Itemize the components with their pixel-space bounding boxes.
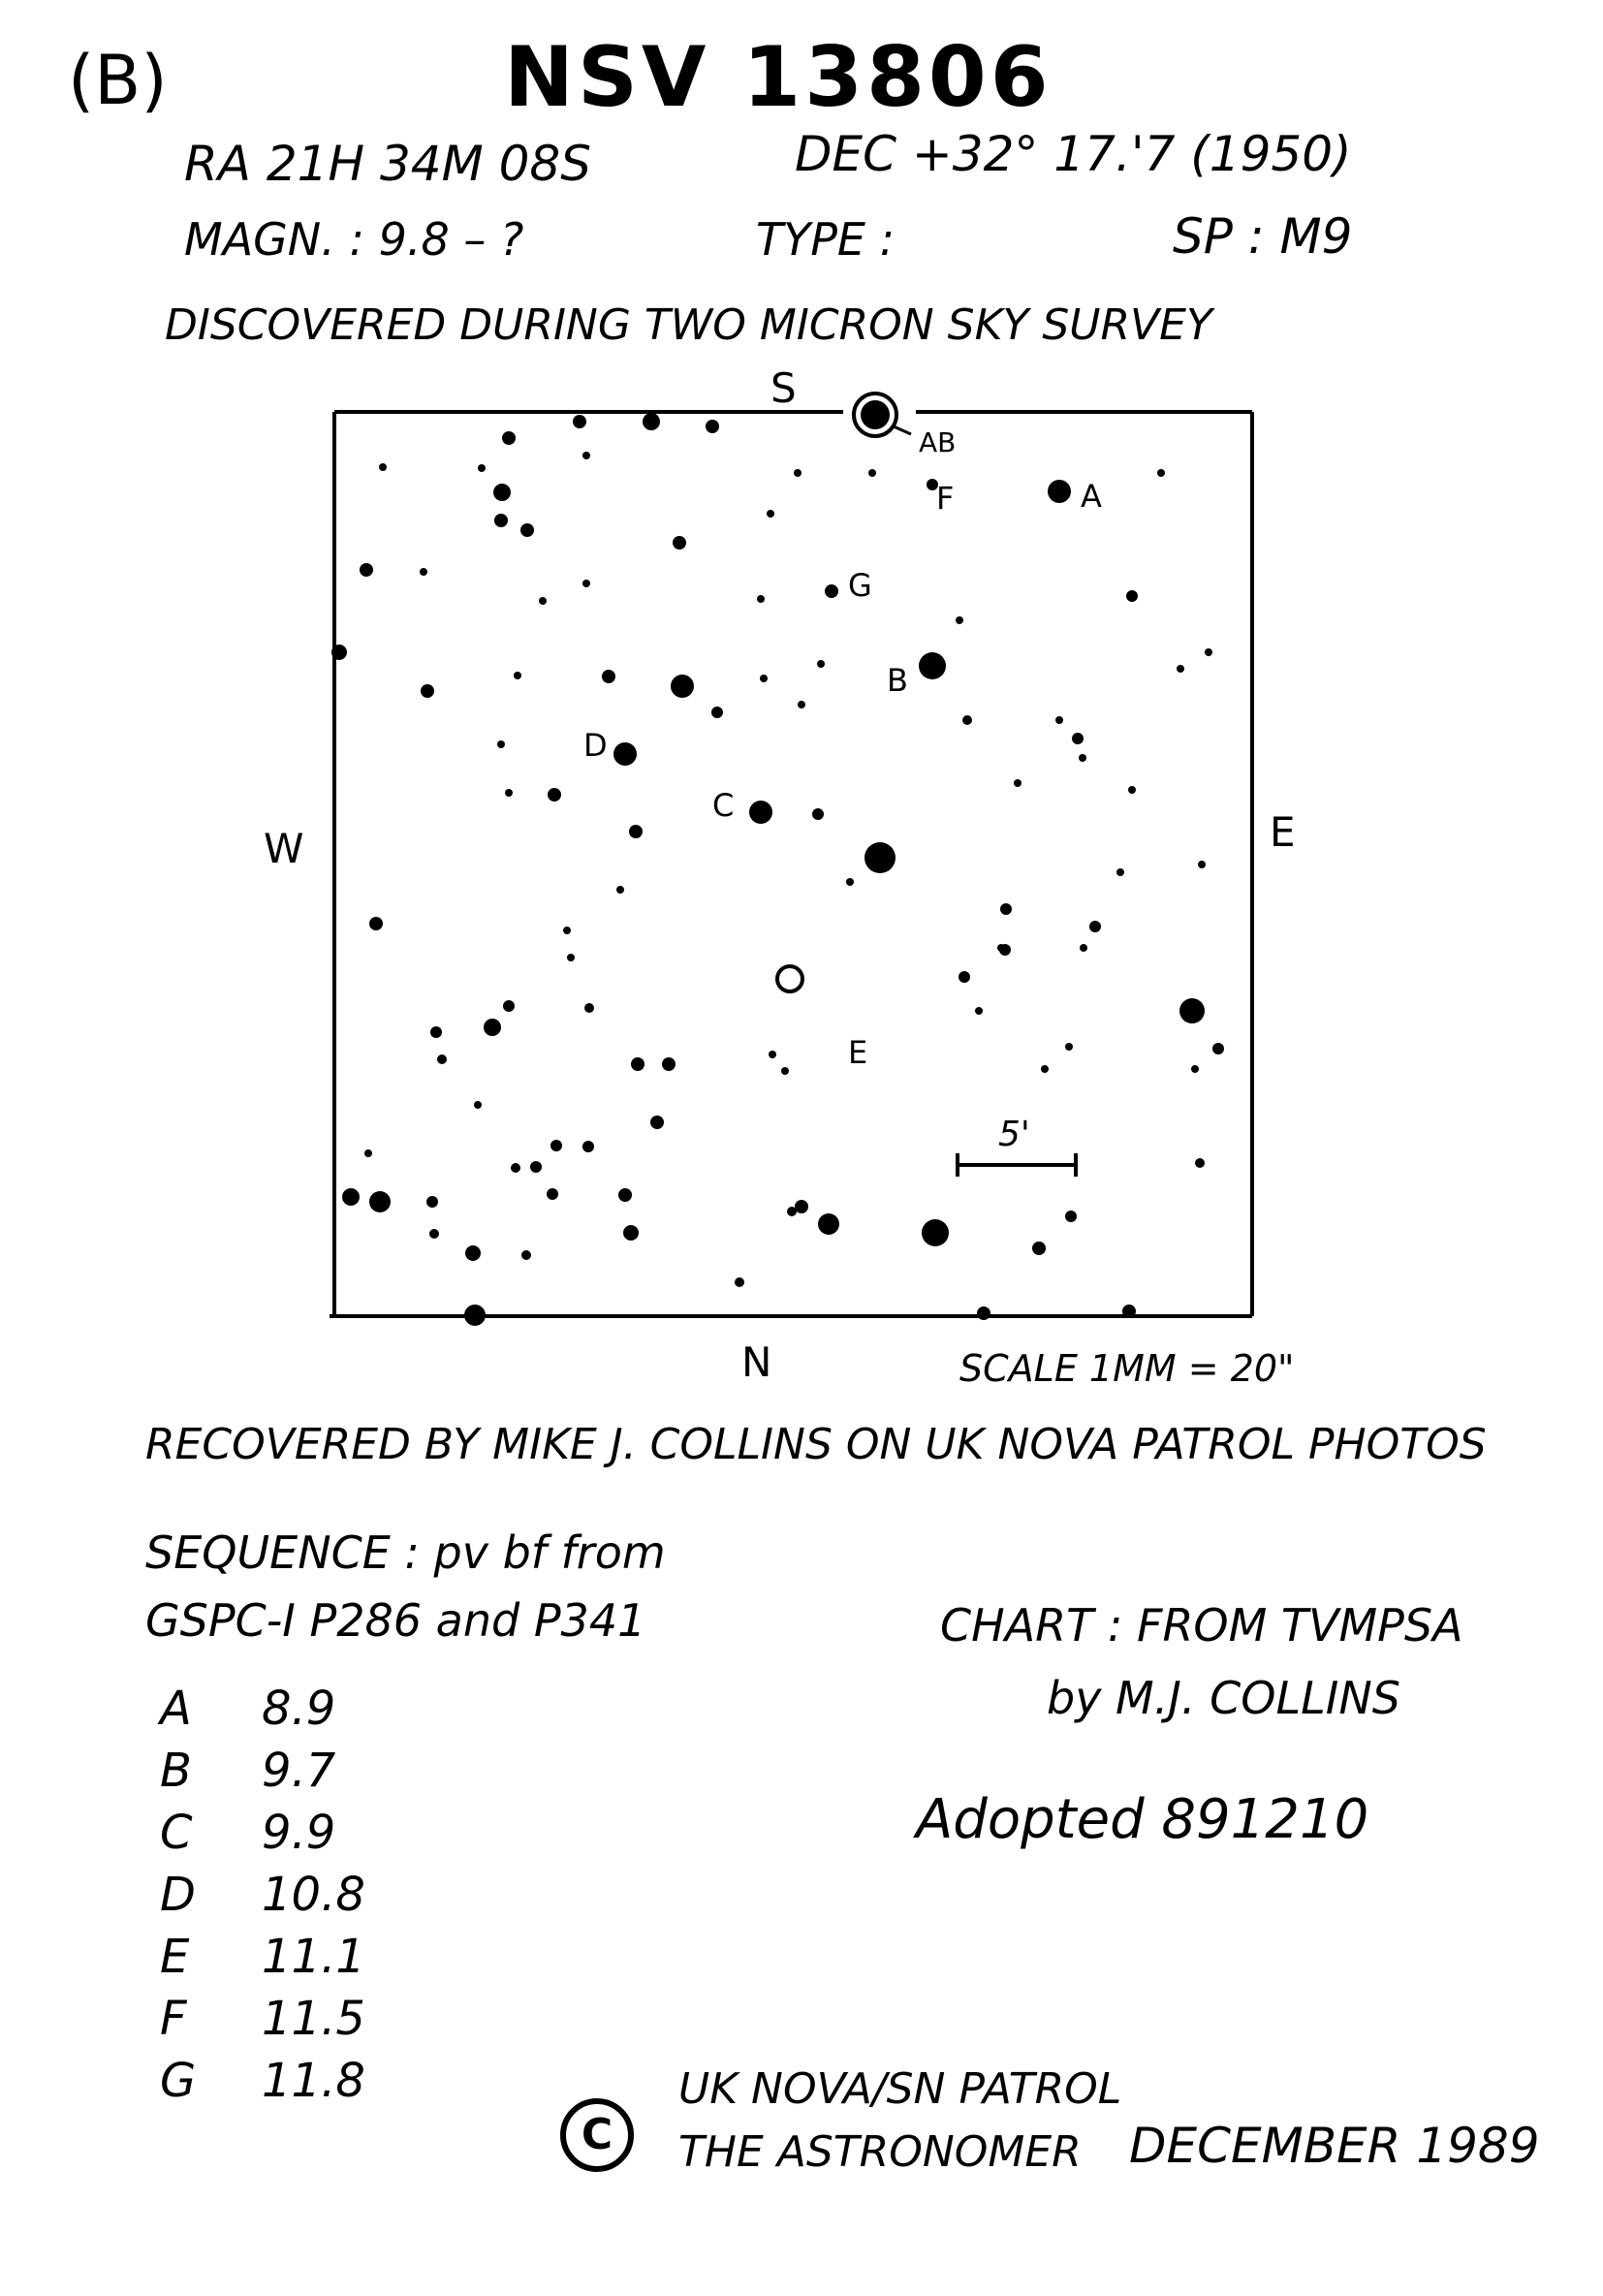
star-dot [864, 842, 896, 873]
comparison-star-id: C [160, 1806, 193, 1860]
star-dot [465, 1245, 481, 1261]
star-dot [757, 595, 765, 603]
comparison-star-row [160, 2054, 365, 2108]
label-b: B [887, 662, 908, 699]
star-dot [342, 1188, 360, 1206]
comparison-star-id: B [160, 1744, 192, 1798]
star-dot [505, 789, 513, 797]
star-dot [573, 415, 586, 428]
star-dot [1055, 716, 1063, 724]
star-dot [781, 1067, 789, 1075]
magnitude-range: MAGN. : 9.8 – ? [184, 213, 524, 266]
label-c: C [712, 787, 735, 824]
star-dot [662, 1057, 676, 1071]
comparison-star-magnitude: 10.8 [262, 1868, 365, 1922]
comparison-star-row [160, 1744, 335, 1798]
star-dot [360, 563, 373, 577]
star-dot [563, 927, 571, 934]
footer-date: DECEMBER 1989 [1129, 2118, 1540, 2174]
star-dot [997, 944, 1005, 952]
star-dot [1065, 1043, 1073, 1051]
chart-source-line-2: by M.J. COLLINS [1047, 1672, 1400, 1724]
star-dot [1191, 1065, 1199, 1073]
comparison-star-magnitude: 9.7 [262, 1744, 336, 1798]
comparison-star-id: D [160, 1868, 196, 1922]
variable-type: TYPE : [756, 213, 896, 266]
star-dot [1080, 944, 1087, 952]
star-dot [919, 652, 946, 679]
label-f: F [936, 480, 955, 517]
star-dot [618, 1188, 632, 1202]
star-dot [582, 452, 590, 459]
star-dot [749, 801, 772, 824]
star-dot [503, 1000, 515, 1012]
star-dot [548, 788, 561, 802]
star-dot [429, 1229, 439, 1239]
scale-bar-label: 5' [998, 1115, 1030, 1154]
star-dot [673, 536, 686, 550]
comparison-star-magnitude: 11.1 [262, 1930, 365, 1984]
right-ascension: RA 21H 34M 08S [184, 136, 591, 192]
star-dot [1212, 1043, 1224, 1054]
star-dot [1041, 1065, 1049, 1073]
star-dot [437, 1054, 447, 1064]
star-dot [530, 1161, 542, 1173]
star-dot [735, 1277, 744, 1287]
recovery-note: RECOVERED BY MIKE J. COLLINS ON UK NOVA PATROL PHOTOS [145, 1420, 1487, 1469]
comparison-star-row [160, 1992, 365, 2046]
copyright-icon: C [560, 2098, 634, 2172]
star-dot [582, 1141, 594, 1152]
star-dot [521, 1250, 531, 1260]
star-dot [497, 740, 505, 748]
chart-scale-text: SCALE 1MM = 20" [959, 1347, 1295, 1390]
direction-north: N [741, 1338, 772, 1386]
star-dot [671, 675, 694, 698]
adopted-date: Adopted 891210 [916, 1788, 1369, 1851]
star-dot [977, 1306, 990, 1320]
comparison-star-magnitude: 9.9 [262, 1806, 336, 1860]
sequence-line-1: SEQUENCE : pv bf from [145, 1526, 666, 1579]
star-dot [364, 1149, 372, 1157]
comparison-star-id: A [160, 1682, 192, 1736]
star-dot [369, 917, 383, 930]
chart-tag: (B) [68, 41, 168, 120]
star-dot [798, 701, 805, 708]
label-ab: AB [919, 426, 957, 458]
star-dot [478, 464, 486, 472]
star-dot [956, 616, 963, 624]
declination: DEC +32° 17.'7 (1950) [795, 126, 1352, 182]
star-dot [550, 1140, 562, 1151]
star-dot [493, 484, 511, 501]
star-dot [623, 1225, 639, 1241]
star-ab-pointer [894, 426, 911, 434]
star-dot [1014, 779, 1022, 787]
footer-organization: UK NOVA/SN PATROL [678, 2064, 1122, 2114]
spectral-type: SP : M9 [1173, 208, 1353, 265]
sequence-line-2: GSPC-I P286 and P341 [145, 1594, 646, 1647]
discovery-note: DISCOVERED DURING TWO MICRON SKY SURVEY [165, 300, 1212, 350]
star-dot [1000, 903, 1012, 915]
comparison-star-row [160, 1930, 365, 1984]
star-dot [1065, 1211, 1077, 1222]
star-dot [420, 568, 427, 576]
star-dot [616, 886, 624, 894]
comparison-star-row [160, 1868, 365, 1922]
star-dot [1072, 733, 1084, 744]
star-dot [426, 1196, 438, 1208]
star-dot [421, 684, 434, 698]
direction-east: E [1270, 808, 1296, 856]
star-dot [539, 597, 547, 605]
star-dot [817, 660, 825, 668]
star-ab [861, 400, 890, 429]
star-dot [502, 431, 516, 445]
star-dot [1048, 480, 1071, 503]
star-dot [643, 413, 660, 430]
star-dot [962, 715, 972, 725]
star-dot [464, 1305, 486, 1326]
star-dot [331, 645, 347, 660]
variable-star-marker [777, 966, 802, 991]
star-dot [1128, 786, 1136, 794]
star-dot [959, 971, 970, 983]
star-dot [1198, 861, 1206, 868]
star-dot [1205, 648, 1212, 656]
star-dot [567, 954, 575, 961]
star-dot [922, 1219, 949, 1246]
star-dot [484, 1019, 501, 1036]
star-dot [787, 1207, 797, 1216]
label-g: G [848, 567, 872, 604]
star-dot [825, 584, 838, 598]
star-dot [1122, 1305, 1136, 1318]
star-dot [760, 675, 768, 682]
comparison-star-id: E [160, 1930, 190, 1984]
star-dot [818, 1213, 839, 1235]
label-a: A [1081, 478, 1102, 515]
star-dot [1116, 868, 1124, 876]
star-dot [631, 1057, 644, 1071]
direction-south: S [770, 364, 797, 412]
star-dot [430, 1026, 442, 1038]
label-d: D [583, 727, 608, 764]
chart-source-line-1: CHART : FROM TVMPSA [940, 1599, 1463, 1651]
comparison-star-row [160, 1806, 335, 1860]
star-dot [582, 580, 590, 587]
star-dot [846, 878, 854, 886]
comparison-star-magnitude: 11.5 [262, 1992, 365, 2046]
comparison-star-id: G [160, 2054, 197, 2108]
label-e: E [848, 1034, 868, 1071]
page-title: NSV 13806 [504, 29, 1053, 126]
star-dot [547, 1188, 558, 1200]
star-field [330, 393, 1252, 1326]
chart-text-labels [264, 364, 1296, 1390]
star-dot [584, 1003, 594, 1013]
star-dot [474, 1101, 482, 1109]
star-dot [711, 707, 723, 718]
star-dot [706, 420, 719, 433]
star-dot [379, 463, 387, 471]
star-dot [602, 670, 615, 683]
star-dot [494, 514, 508, 527]
star-dot [514, 672, 521, 679]
comparison-star-id: F [160, 1992, 187, 2046]
star-dot [767, 510, 774, 518]
star-dot [1195, 1158, 1205, 1168]
star-dot [1157, 469, 1165, 477]
star-dot [975, 1007, 983, 1015]
footer-publication: THE ASTRONOMER [678, 2127, 1082, 2177]
star-dot [868, 469, 876, 477]
star-dot [369, 1191, 391, 1212]
star-dot [650, 1116, 664, 1129]
star-dot [629, 825, 643, 838]
direction-west: W [264, 825, 304, 872]
comparison-star-row [160, 1682, 335, 1736]
star-dot [1032, 1242, 1046, 1255]
star-dot [1089, 921, 1101, 932]
star-dot [511, 1163, 520, 1173]
star-dot [1179, 998, 1205, 1023]
star-dot [769, 1051, 776, 1058]
star-dot [812, 808, 824, 820]
star-dot [520, 523, 534, 537]
star-dot [1079, 754, 1086, 762]
star-dot [795, 1200, 808, 1213]
comparison-star-magnitude: 11.8 [262, 2054, 365, 2108]
star-dot [1126, 590, 1138, 602]
star-dot [1177, 665, 1184, 673]
comparison-star-magnitude: 8.9 [262, 1682, 336, 1736]
star-dot [794, 469, 802, 477]
star-dot [613, 742, 637, 766]
